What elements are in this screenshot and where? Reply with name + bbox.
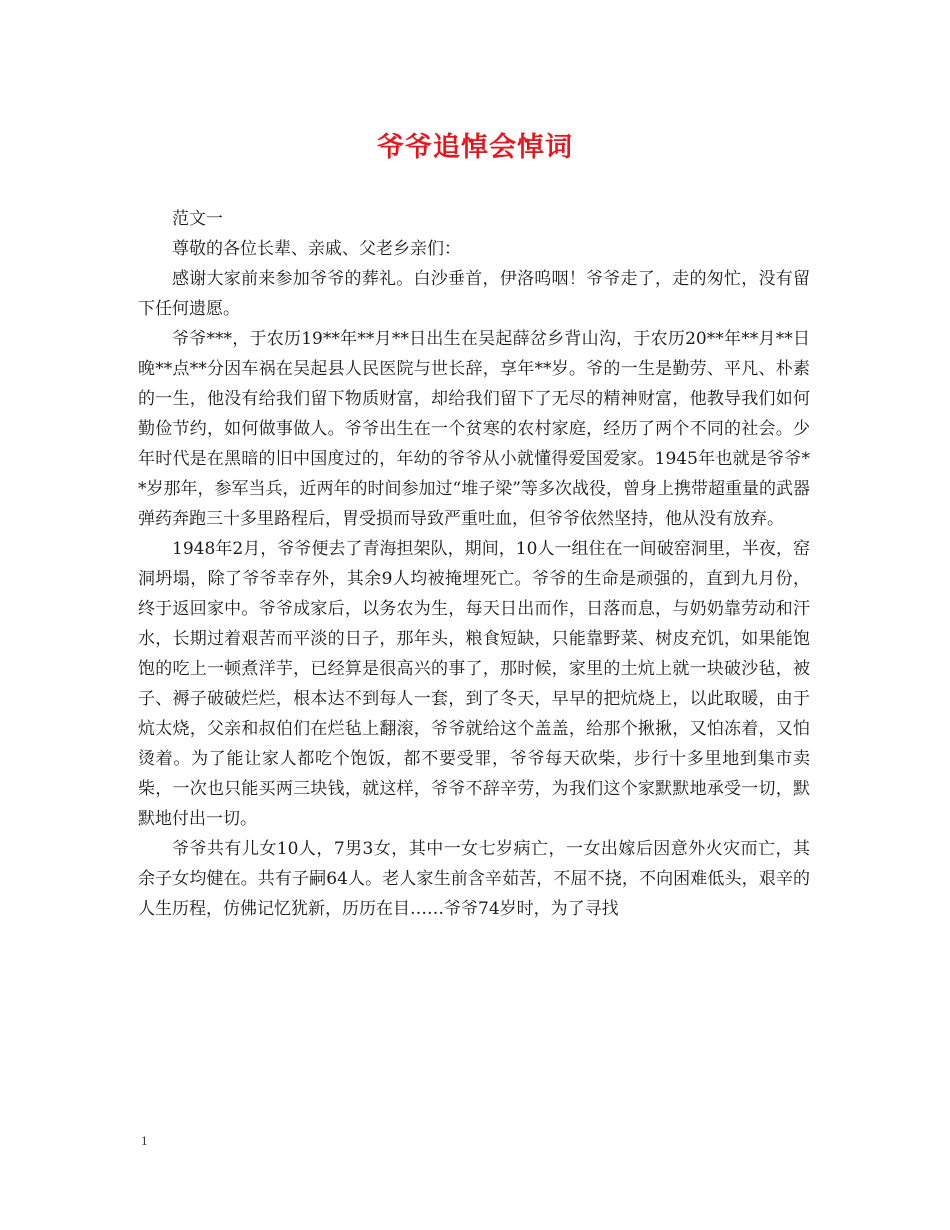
document-title: 爷爷追悼会悼词: [377, 132, 573, 163]
paragraph: 感谢大家前来参加爷爷的葬礼。白沙垂首，伊洛呜咽！爷爷走了，走的匆忙，没有留下任何遗愿。: [138, 269, 810, 319]
paragraph: 爷爷***，于农历19**年**月**日出生在吴起薛岔乡背山沟，于农历20**年**月**日晚**点**分因车祸在吴起县人民医院与世长辞，享年**岁。爷的一生是勤劳、平凡、朴素的一生，他没有给我们留下物质财富，却给我们留下了无尽的精神财富，他教导我们如何勤俭节约，如何做事做人。爷爷出生在一个贫寒的农村家庭，经历了两个不同的社会。少年时代是在黑暗的旧中国度过的，年幼的爷爷从小就懂得爱国爱家。1945年也就是爷爷**岁那年，参军当兵，近两年的时间参加过“堆子梁”等多次战役，曾身上携带超重量的武器弹药奔跑三十多里路程后，胃受损而导致严重吐血，但爷爷依然坚持，他从没有放弃。: [138, 329, 810, 529]
page-number: 1: [141, 1133, 148, 1148]
document-body: [138, 204, 810, 924]
paragraph-salutation: 尊敬的各位长辈、亲戚、父老乡亲们：: [172, 239, 461, 259]
paragraph-heading: 范文一: [172, 209, 223, 229]
paragraph: 1948年2月，爷爷便去了青海担架队，期间，10人一组住在一间破窑洞里，半夜，窑洞坍塌，除了爷爷幸存外，其余9人均被掩埋死亡。爷爷的生命是顽强的，直到九月份，终于返回家中。爷爷成家后，以务农为生，每天日出而作，日落而息，与奶奶靠劳动和汗水，长期过着艰苦而平淡的日子，那年头，粮食短缺，只能靠野菜、树皮充饥，如果能饱饱的吃上一顿煮洋芋，已经算是很高兴的事了，那时候，家里的土炕上就一块破沙毡，被子、褥子破破烂烂，根本达不到每人一套，到了冬天，早早的把炕烧上，以此取暖，由于炕太烧，父亲和叔伯们在烂毡上翻滚，爷爷就给这个盖盖，给那个揪揪，又怕冻着，又怕烫着。为了能让家人都吃个饱饭，都不要受罪，爷爷每天砍柴，步行十多里地到集市卖柴，一次也只能买两三块钱，就这样，爷爷不辞辛劳，为我们这个家默默地承受一切，默默地付出一切。: [138, 539, 810, 829]
paragraph: 爷爷共有儿女10人，7男3女，其中一女七岁病亡，一女出嫁后因意外火灾而亡，其余子女均健在。共有子嗣64人。老人家生前含辛茹苦，不屈不挠，不向困难低头，艰辛的人生历程，仿佛记忆犹新，历历在目……爷爷74岁时，为了寻找: [138, 839, 810, 919]
